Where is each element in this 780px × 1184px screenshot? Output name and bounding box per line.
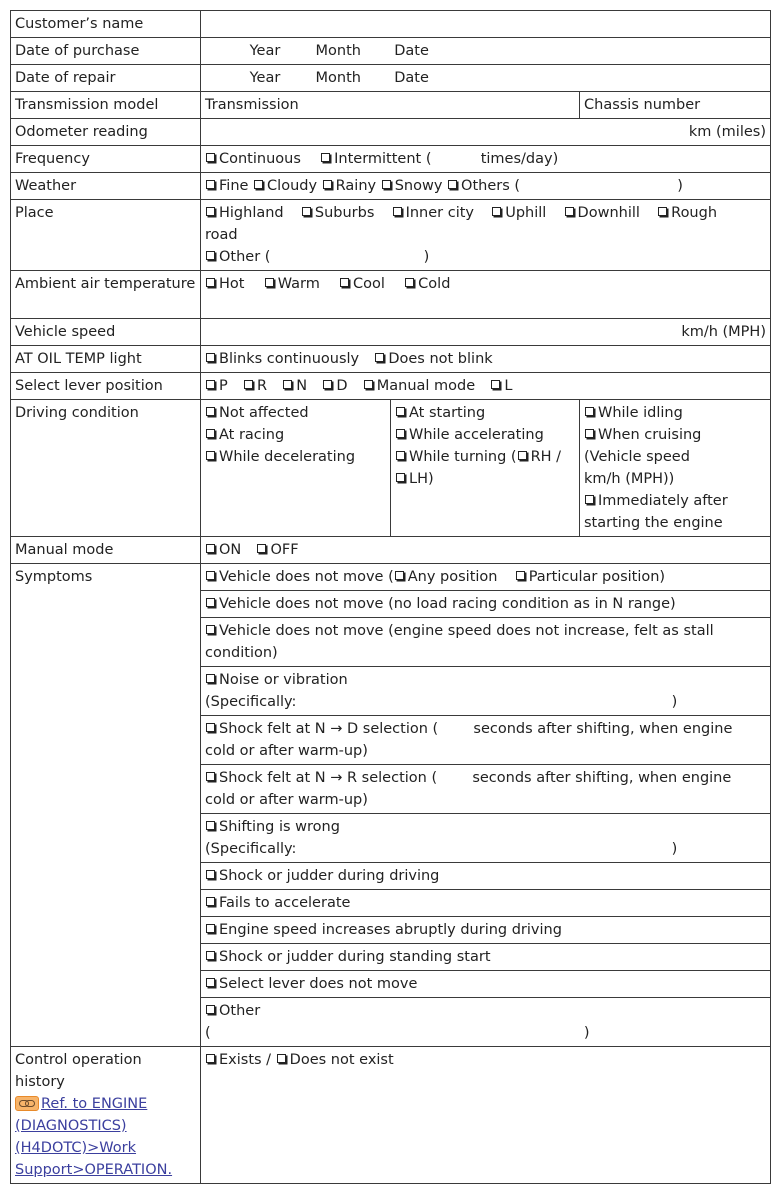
year-label: Year [249, 43, 281, 59]
specifically-label: (Specifically: [205, 841, 297, 857]
option-cool: Cool [353, 276, 385, 292]
option-suburbs: Suburbs [314, 205, 375, 221]
checkbox-l[interactable] [491, 380, 500, 389]
option-d: D [336, 378, 348, 394]
checkbox-rough-road[interactable] [658, 207, 667, 216]
driving-col-2 [391, 400, 580, 537]
checkbox-while-accelerating[interactable] [396, 429, 405, 438]
option-continuous: Continuous [219, 151, 301, 167]
option-highland: Highland [219, 205, 284, 221]
symptom-11 [201, 944, 771, 971]
label-odometer: Odometer reading [11, 119, 201, 146]
checkbox-rh[interactable] [518, 451, 527, 460]
option-when-cruising: When cruising [598, 427, 702, 443]
checkbox-does-not-exist[interactable] [277, 1054, 286, 1063]
label-weather: Weather [11, 173, 201, 200]
label-ambient-air-temperature: Ambient air temperature [11, 271, 201, 319]
field-frequency [201, 146, 771, 173]
checkbox-cloudy[interactable] [254, 180, 263, 189]
ref-engine-link[interactable] [15, 1096, 172, 1178]
field-weather [201, 173, 771, 200]
vehicle-speed-unit: km/h (MPH)) [584, 471, 675, 487]
symptom-10 [201, 917, 771, 944]
field-place [201, 200, 771, 271]
checkbox-lh[interactable] [396, 473, 405, 482]
checkbox-symptom-9[interactable] [206, 897, 215, 906]
checkbox-while-idling[interactable] [585, 407, 594, 416]
checkbox-at-starting[interactable] [396, 407, 405, 416]
label-manual-mode: Manual mode [11, 537, 201, 564]
checkbox-on[interactable] [206, 544, 215, 553]
checkbox-n[interactable] [283, 380, 292, 389]
symptom-6-seconds: seconds after shifting, when engine [472, 770, 732, 786]
checkbox-intermittent[interactable] [321, 153, 330, 162]
option-rainy: Rainy [335, 178, 377, 194]
option-does-not-blink: Does not blink [388, 351, 493, 367]
link-line-4: Support>OPERATION. [15, 1162, 173, 1178]
symptom-5-cont: cold or after warm-up) [205, 743, 368, 759]
field-at-oil [201, 346, 771, 373]
option-immediately-after: Immediately after [598, 493, 728, 509]
checkbox-does-not-blink[interactable] [375, 353, 384, 362]
symptom-1 [201, 564, 771, 591]
checkbox-exists[interactable] [206, 1054, 215, 1063]
customer-interview-form [10, 10, 771, 1184]
option-exists: Exists / [219, 1052, 272, 1068]
symptom-5-text: Shock felt at N → D selection ( [219, 721, 439, 737]
checkbox-shock-n-r[interactable] [206, 772, 215, 781]
checkbox-p[interactable] [206, 380, 215, 389]
field-manual-mode [201, 537, 771, 564]
option-p: P [219, 378, 228, 394]
option-rh: RH / [530, 449, 562, 465]
checkbox-any-position[interactable] [395, 571, 404, 580]
option-road: road [205, 227, 238, 243]
option-any-position: Any position [407, 569, 498, 585]
option-n: N [296, 378, 308, 394]
symptom-3-text: Vehicle does not move (engine speed does not increase, felt as stall [219, 623, 714, 639]
open-paren: ( [205, 1025, 211, 1041]
label-vehicle-speed: Vehicle speed [11, 319, 201, 346]
label-date-of-repair: Date of repair [11, 65, 201, 92]
option-lh: LH) [409, 471, 434, 487]
vehicle-speed-note: (Vehicle speed [584, 449, 690, 465]
checkbox-continuous[interactable] [206, 153, 215, 162]
label-control-operation-history [11, 1047, 201, 1184]
symptom-2-text: Vehicle does not move (no load racing condition as in N range) [219, 596, 676, 612]
label-date-of-purchase: Date of purchase [11, 38, 201, 65]
symptom-4 [201, 667, 771, 716]
symptom-12 [201, 971, 771, 998]
month-label: Month [315, 70, 361, 86]
checkbox-cool[interactable] [340, 278, 349, 287]
checkbox-symptom-2[interactable] [206, 598, 215, 607]
control-label-line-2: history [15, 1074, 65, 1090]
symptom-5 [201, 716, 771, 765]
driving-col-1 [201, 400, 391, 537]
symptom-6-text: Shock felt at N → R selection ( [219, 770, 438, 786]
checkbox-cold[interactable] [405, 278, 414, 287]
checkbox-while-turning[interactable] [396, 451, 405, 460]
label-transmission-model: Transmission model [11, 92, 201, 119]
symptom-11-text: Shock or judder during standing start [219, 949, 491, 965]
checkbox-symptom-12[interactable] [206, 978, 215, 987]
symptom-6 [201, 765, 771, 814]
checkbox-uphill[interactable] [492, 207, 501, 216]
checkbox-at-racing[interactable] [206, 429, 215, 438]
close-paren: ) [671, 694, 678, 710]
checkbox-when-cruising[interactable] [585, 429, 594, 438]
checkbox-off[interactable] [257, 544, 266, 553]
symptom-2 [201, 591, 771, 618]
symptom-6-cont: cold or after warm-up) [205, 792, 368, 808]
label-select-lever-position: Select lever position [11, 373, 201, 400]
option-while-idling: While idling [598, 405, 683, 421]
option-while-accelerating: While accelerating [409, 427, 544, 443]
link-line-2: (DIAGNOSTICS) [15, 1118, 127, 1134]
symptom-1-text: Vehicle does not move ( [219, 569, 394, 585]
option-particular-position: Particular position) [528, 569, 666, 585]
option-starting-the-engine: starting the engine [584, 515, 723, 531]
link-icon [15, 1096, 39, 1111]
symptom-5-seconds: seconds after shifting, when engine [473, 721, 733, 737]
option-rough: Rough [671, 205, 718, 221]
symptom-7 [201, 814, 771, 863]
checkbox-inner-city[interactable] [393, 207, 402, 216]
checkbox-symptom-3[interactable] [206, 625, 215, 634]
option-warm: Warm [277, 276, 320, 292]
field-vehicle-speed[interactable]: km/h (MPH) [201, 319, 771, 346]
checkbox-hot[interactable] [206, 278, 215, 287]
checkbox-blinks[interactable] [206, 353, 215, 362]
option-manual-mode: Manual mode [376, 378, 476, 394]
field-select-lever [201, 373, 771, 400]
field-date-of-repair[interactable] [201, 65, 771, 92]
year-label: Year [249, 70, 281, 86]
symptom-3 [201, 618, 771, 667]
checkbox-snowy[interactable] [382, 180, 391, 189]
option-others: Others ( [461, 178, 521, 194]
option-at-starting: At starting [409, 405, 486, 421]
checkbox-while-decelerating[interactable] [206, 451, 215, 460]
control-label-line-1: Control operation [15, 1052, 142, 1068]
option-off: OFF [270, 542, 299, 558]
option-while-turning: While turning ( [409, 449, 517, 465]
checkbox-noise-vibration[interactable] [206, 674, 215, 683]
date-label: Date [394, 43, 429, 59]
checkbox-fine[interactable] [206, 180, 215, 189]
date-label: Date [394, 70, 429, 86]
option-hot: Hot [219, 276, 245, 292]
field-odometer[interactable]: km (miles) [201, 119, 771, 146]
symptom-7-text: Shifting is wrong [219, 819, 340, 835]
checkbox-highland[interactable] [206, 207, 215, 216]
field-ambient [201, 271, 771, 319]
specifically-label: (Specifically: [205, 694, 297, 710]
checkbox-symptom-10[interactable] [206, 924, 215, 933]
checkbox-manual-mode[interactable] [364, 380, 373, 389]
field-chassis-number[interactable]: Chassis number [580, 92, 771, 119]
close-paren: ) [671, 841, 678, 857]
option-fine: Fine [219, 178, 249, 194]
close-paren: ) [423, 249, 430, 265]
field-transmission[interactable]: Transmission [201, 92, 580, 119]
symptom-10-text: Engine speed increases abruptly during driving [219, 922, 562, 938]
close-paren: ) [583, 1025, 590, 1041]
option-cloudy: Cloudy [267, 178, 318, 194]
checkbox-shifting-wrong[interactable] [206, 821, 215, 830]
checkbox-warm[interactable] [265, 278, 274, 287]
checkbox-symptom-8[interactable] [206, 870, 215, 879]
option-while-decelerating: While decelerating [219, 449, 356, 465]
symptom-13-text: Other [219, 1003, 261, 1019]
label-at-oil-temp-light: AT OIL TEMP light [11, 346, 201, 373]
checkbox-rainy[interactable] [323, 180, 332, 189]
checkbox-suburbs[interactable] [302, 207, 311, 216]
option-downhill: Downhill [577, 205, 640, 221]
option-snowy: Snowy [394, 178, 443, 194]
option-blinks: Blinks continuously [219, 351, 360, 367]
option-does-not-exist: Does not exist [289, 1052, 394, 1068]
symptom-12-text: Select lever does not move [219, 976, 418, 992]
symptom-4-text: Noise or vibration [219, 672, 348, 688]
checkbox-other[interactable] [206, 251, 215, 260]
label-place: Place [11, 200, 201, 271]
symptom-3-cont: condition) [205, 645, 278, 661]
symptom-8-text: Shock or judder during driving [219, 868, 440, 884]
symptom-13 [201, 998, 771, 1047]
link-line-1: Ref. to ENGINE [41, 1096, 148, 1112]
symptom-8 [201, 863, 771, 890]
option-uphill: Uphill [505, 205, 547, 221]
option-not-affected: Not affected [219, 405, 309, 421]
checkbox-particular-position[interactable] [516, 571, 525, 580]
option-intermittent: Intermittent ( [334, 151, 432, 167]
field-date-of-purchase[interactable] [201, 38, 771, 65]
label-symptoms: Symptoms [11, 564, 201, 1047]
checkbox-immediately-after[interactable] [585, 495, 594, 504]
label-customer-name: Customer’s name [11, 11, 201, 38]
checkbox-d[interactable] [323, 380, 332, 389]
checkbox-r[interactable] [244, 380, 253, 389]
times-per-day: times/day) [480, 151, 559, 167]
option-cold: Cold [418, 276, 451, 292]
label-driving-condition: Driving condition [11, 400, 201, 537]
option-other: Other ( [219, 249, 271, 265]
checkbox-shock-n-d[interactable] [206, 723, 215, 732]
month-label: Month [315, 43, 361, 59]
option-l: L [504, 378, 513, 394]
checkbox-others[interactable] [448, 180, 457, 189]
checkbox-symptom-other[interactable] [206, 1005, 215, 1014]
link-line-3: (H4DOTC)>Work [15, 1140, 137, 1156]
symptom-9-text: Fails to accelerate [219, 895, 351, 911]
field-customer-name[interactable] [201, 11, 771, 38]
option-inner-city: Inner city [405, 205, 475, 221]
checkbox-symptom-11[interactable] [206, 951, 215, 960]
field-control-operation [201, 1047, 771, 1184]
driving-col-3 [580, 400, 771, 537]
option-at-racing: At racing [219, 427, 285, 443]
checkbox-does-not-move[interactable] [206, 571, 215, 580]
symptom-9 [201, 890, 771, 917]
option-on: ON [219, 542, 242, 558]
checkbox-not-affected[interactable] [206, 407, 215, 416]
close-paren: ) [677, 178, 683, 194]
label-frequency: Frequency [11, 146, 201, 173]
checkbox-downhill[interactable] [565, 207, 574, 216]
option-r: R [256, 378, 268, 394]
